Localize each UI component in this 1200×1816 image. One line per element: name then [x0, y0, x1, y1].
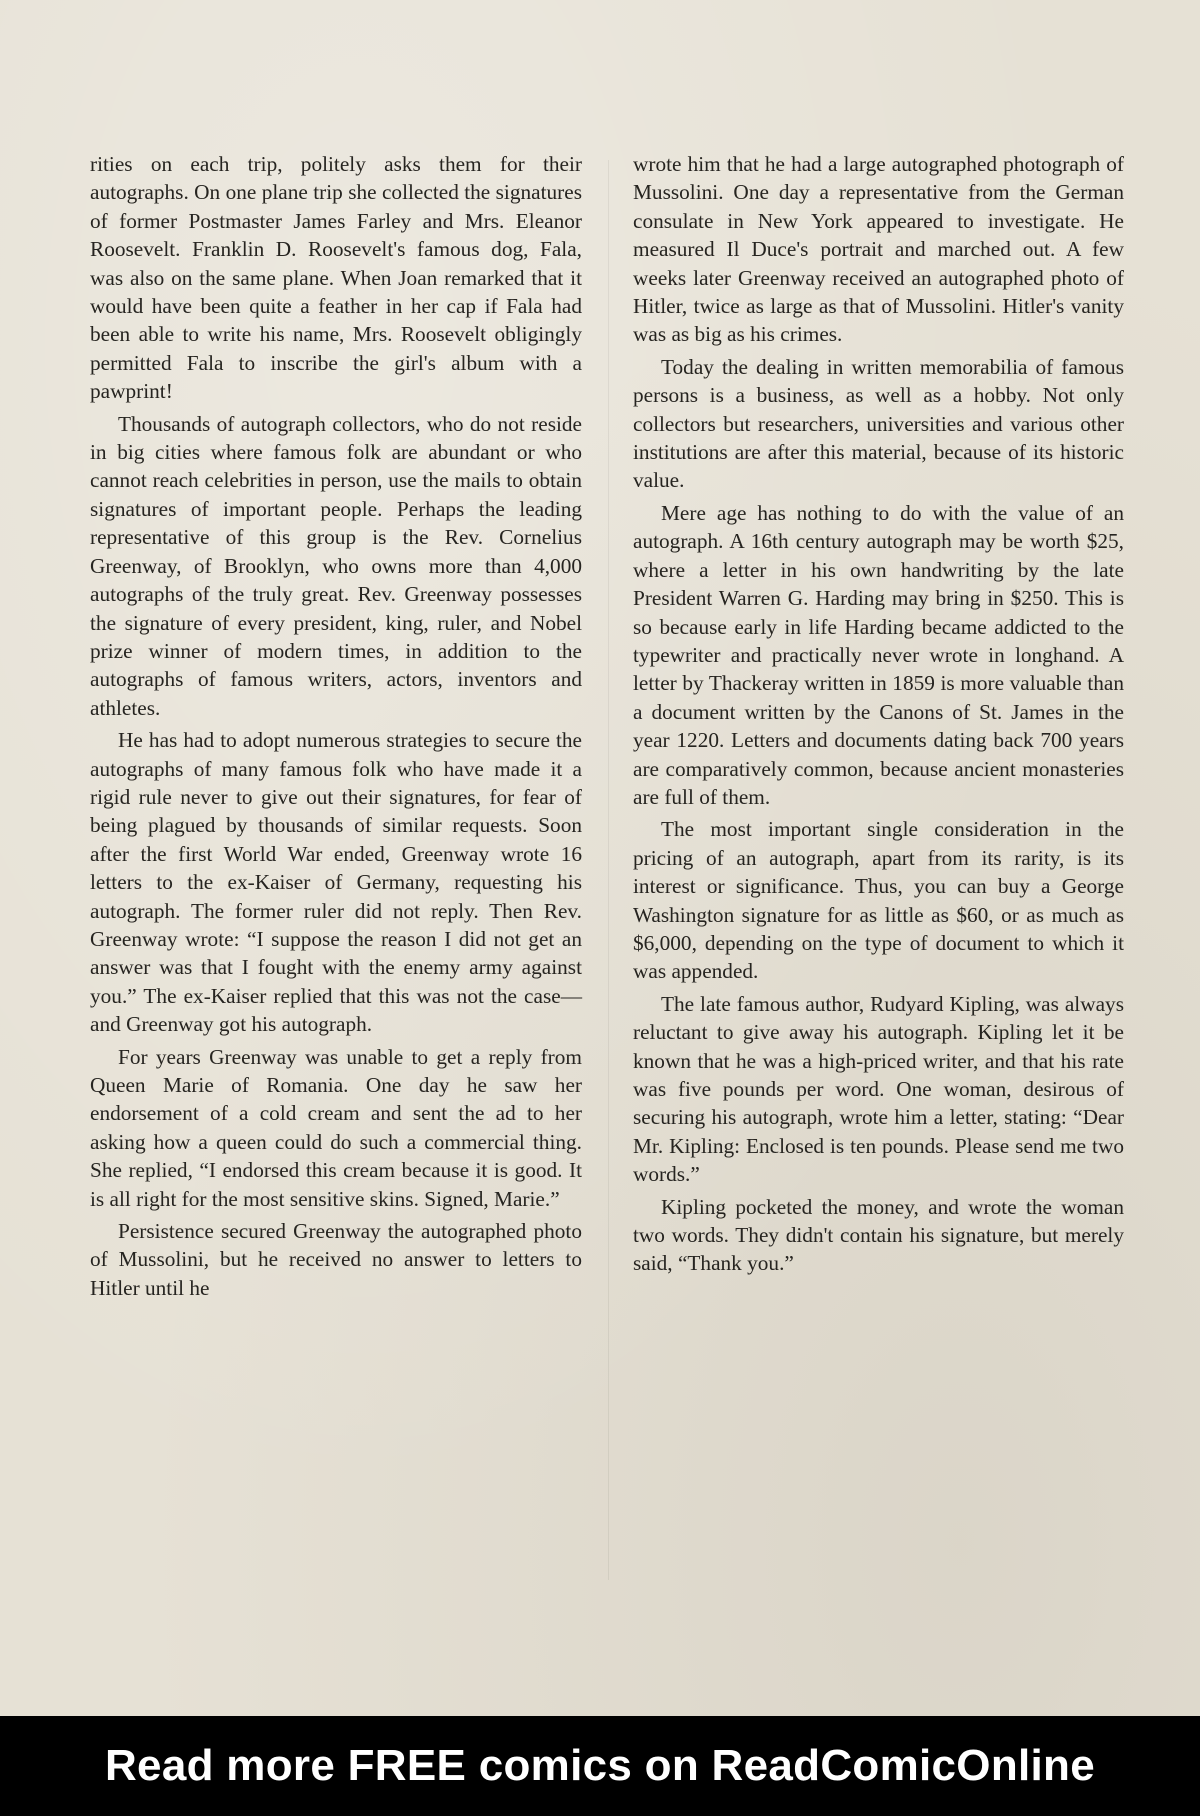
column-divider	[608, 160, 609, 1580]
paragraph: Mere age has nothing to do with the value of an autograph. A 16th century autograph may be worth $25, where a letter in his own handwriting by the late President Warren G. Harding may bring in $250. This is so because early in life Harding became addicted to the typewriter and practically never wrote in longhand. A letter by Thackeray written in 1859 is more valuable than a document written by the Canons of St. James in the year 1220. Letters and documents dating back 700 years are comparatively common, because ancient monasteries are full of them.	[633, 500, 1124, 809]
paragraph: rities on each trip, politely asks them for their autographs. On one plane trip she collected the signatures of former Postmaster James Farley and Mrs. Eleanor Roosevelt. Franklin D. Roosevelt's famous dog, Fala, was also on the same plane. When Joan remarked that it would have been quite a feather in her cap if Fala had been able to write his name, Mrs. Roosevelt obligingly permitted Fala to inscribe the girl's album with a pawprint!	[90, 152, 582, 404]
promo-banner	[0, 1716, 1200, 1816]
paragraph: He has had to adopt numerous strategies to secure the autographs of many famous folk who have made it a rigid rule never to give out their signatures, for fear of being plagued by thousands of similar requests. Soon after the first World War ended, Greenway wrote 16 letters to the ex-Kaiser of Germany, requesting his autograph. The former ruler did not reply. Then Rev. Greenway wrote: “I suppose the reason I did not get an answer was that I fought with the enemy army against you.” The ex-Kaiser replied that this was not the case—and Greenway got his autograph.	[90, 728, 582, 1037]
paragraph: Kipling pocketed the money, and wrote the woman two words. They didn't contain his signature, but merely said, “Thank you.”	[633, 1194, 1124, 1276]
promo-banner-text: Read more FREE comics on ReadComicOnline	[104, 1741, 1095, 1790]
paragraph: The late famous author, Rudyard Kipling, was always reluctant to give away his autograph. Kipling let it be known that he was a high-priced writer, and that his rate was five pounds per word. One woman, desirous of securing his autograph, wrote him a letter, stating: “Dear Mr. Kipling: Enclosed is ten pounds. Please send me two words.”	[633, 991, 1124, 1187]
paragraph: wrote him that he had a large autographed photograph of Mussolini. One day a representative from the German consulate in New York appeared to investigate. He measured Il Duce's portrait and marched out. A few weeks later Greenway received an autographed photo of Hitler, twice as large as that of Mussolini. Hitler's vanity was as big as his crimes.	[633, 152, 1124, 347]
article-left-column	[90, 150, 582, 1306]
paragraph: Persistence secured Greenway the autographed photo of Mussolini, but he received no answer to letters to Hitler until he	[90, 1219, 582, 1300]
paragraph: For years Greenway was unable to get a reply from Queen Marie of Romania. One day he saw her endorsement of a cold cream and sent the ad to her asking how a queen could do such a commercial thing. She replied, “I endorsed this cream because it is good. It is all right for the most sensitive skins. Signed, Marie.”	[90, 1044, 582, 1211]
paragraph: Thousands of autograph collectors, who do not reside in big cities where famous folk are abundant or who cannot reach celebrities in person, use the mails to obtain signatures of important people. Perhaps the leading representative of this group is the Rev. Cornelius Greenway, of Brooklyn, who owns more than 4,000 autographs of the truly great. Rev. Greenway possesses the signature of every president, king, ruler, and Nobel prize winner of modern times, in addition to the autographs of famous writers, actors, inventors and athletes.	[90, 411, 582, 720]
paragraph: The most important single consideration in the pricing of an autograph, apart from its rarity, is its interest or significance. Thus, you can buy a George Washington signature for as little as $60, or as much as $6,000, depending on the type of document to which it was appended.	[633, 817, 1124, 984]
article-right-column	[633, 150, 1124, 1282]
paragraph: Today the dealing in written memorabilia of famous persons is a business, as well as a hobby. Not only collectors but researchers, universities and various other institutions are after this material, because of its historic value.	[633, 354, 1124, 493]
